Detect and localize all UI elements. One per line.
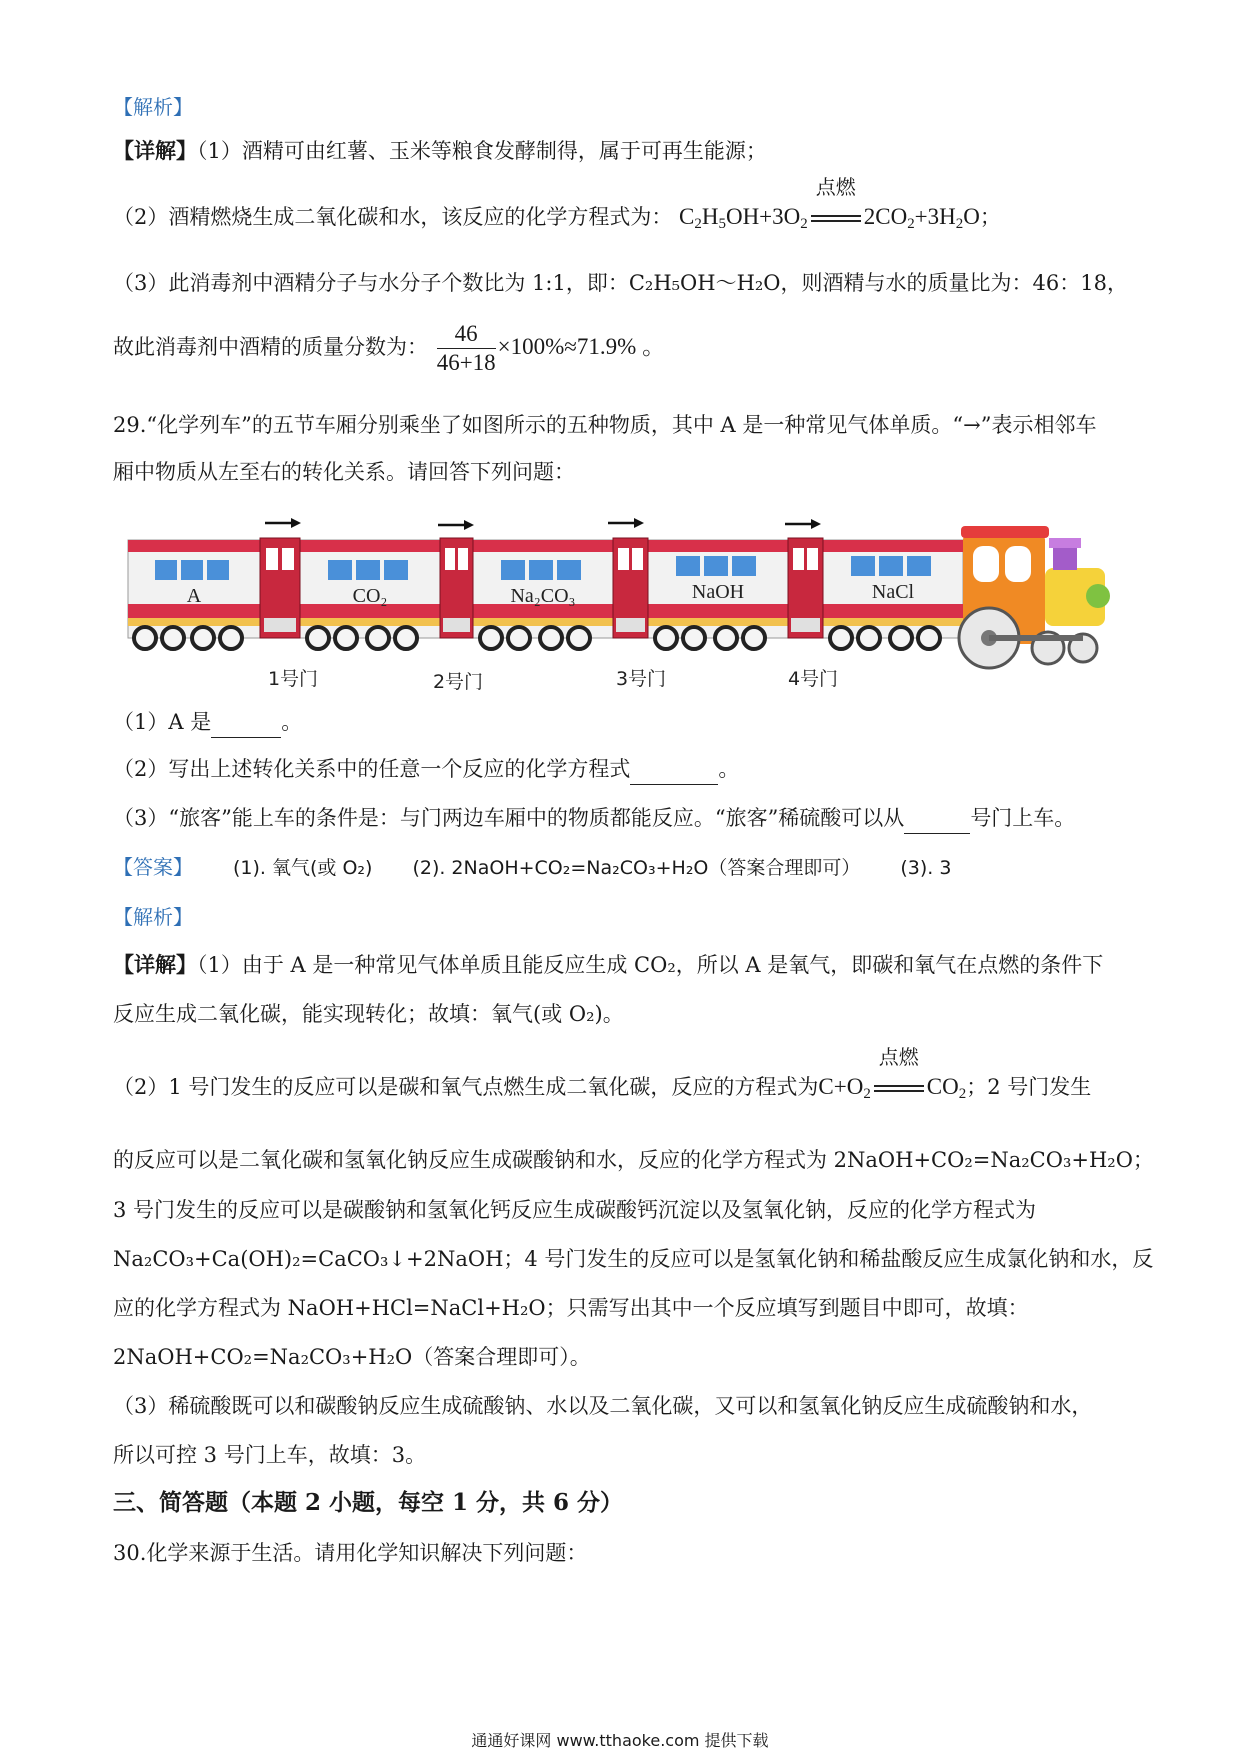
q29-line-1: 29.“化学列车”的五节车厢分别乘坐了如图所示的五种物质，其中 A 是一种常见气体单质。“→”表示相邻车 [113,413,1097,437]
door-label-1: 1号门 [267,668,319,690]
door-label-3: 3号门 [615,668,667,690]
detail2-equation: （2）1 号门发生的反应可以是碳和氧气点燃生成二氧化碳，反应的方程式为$C+O_2$ 点燃 $CO_2$；2 号门发生 [113,1072,1091,1109]
door-4 [788,538,823,638]
car-label-4: NaOH [691,581,745,603]
q29-answer: 【答案】 (1). 氧气(或 O₂) (2). 2NaOH+CO₂=Na₂CO₃+H₂O（答案合理即可） (3). 3 [113,855,952,879]
detail2-line-3: 的反应可以是二氧化碳和氢氧化钠反应生成碳酸钠和水，反应的化学方程式为 2NaOH+CO₂=Na₂CO₃+H₂O； [113,1148,1154,1172]
section-title: 三、简答题（本题 2 小题，每空 1 分，共 6 分） [113,1489,624,1516]
door-label-4: 4号门 [787,668,839,690]
detail2-line-4: 3 号门发生的反应可以是碳酸钠和氢氧化钙反应生成碳酸钙沉淀以及氢氧化钠，反应的化学方程式为 [113,1198,1037,1222]
detail2-line-5: Na₂CO₃+Ca(OH)₂=CaCO₃↓+2NaOH；4 号门发生的反应可以是氢氧化钠和稀盐酸反应生成氯化钠和水，反 [113,1247,1154,1271]
door-3 [613,538,648,638]
locomotive-icon [959,526,1110,668]
arrow-icon-1 [265,518,301,528]
door-label-2: 2号门 [432,671,484,693]
q29-sub-2: （2）写出上述转化关系中的任意一个反应的化学方程式 。 [113,754,739,785]
arrow-icon-2 [438,520,474,530]
car-label-1: A [186,585,202,607]
condition-label: 点燃 [815,175,856,199]
detail2-line-2: 反应生成二氧化碳，能实现转化；故填：氧气(或 O₂)。 [113,1002,624,1026]
q30-line: 30.化学来源于生活。请用化学知识解决下列问题： [113,1541,588,1565]
equation-line-1: （2）酒精燃烧生成二氧化碳和水，该反应的化学方程式为： $C_2H_5OH+3O_2$ 点燃 $2CO_2+3H_2O$； [113,202,1001,239]
door-1 [260,538,300,638]
detail-paragraph-3: （3）此消毒剂中酒精分子与水分子个数比为 1:1，即：C₂H₅OH～H₂O，则酒精与水的质量比为：46：18， [113,271,1128,295]
chemistry-train-figure [123,508,1123,693]
analysis-tag-2: 【解析】 [113,905,193,929]
condition-label-2: 点燃 [878,1045,919,1069]
car-label-3: Na₂CO₃ [510,585,576,607]
fraction-line: 故此消毒剂中酒精的质量分数为： $\frac{46}{46+18}$ ×100%≈71.9% 。 [113,321,666,375]
fraction: $\frac{46}{46+18}$ [436,321,496,375]
q29-sub-3: （3）“旅客”能上车的条件是：与门两边车厢中的物质都能反应。“旅客”稀硫酸可以从 号门上车。 [113,803,1075,834]
detail-paragraph-1: 【详解】（1）酒精可由红薯、玉米等粮食发酵制得，属于可再生能源； [113,138,767,163]
detail2-line-9: 所以可控 3 号门上车，故填：3。 [113,1443,427,1467]
page-footer: 通通好课网 www.tthaoke.com 提供下载 [471,1731,769,1750]
arrow-icon-4 [785,519,821,529]
door-2 [440,538,473,638]
arrow-icon-3 [608,518,644,528]
q29-line-2: 厢中物质从左至右的转化关系。请回答下列问题： [113,460,575,484]
car-label-2: CO₂ [352,585,388,607]
detail2-line-6: 应的化学方程式为 NaOH+HCl=NaCl+H₂O；只需写出其中一个反应填写到题目中即可，故填： [113,1296,1029,1320]
detail2-line-1: 【详解】（1）由于 A 是一种常见气体单质且能反应生成 CO₂，所以 A 是氧气，即碳和氧气在点燃的条件下 [113,952,1104,977]
car-label-5: NaCl [871,581,915,603]
q29-sub-1: （1）A 是 。 [113,707,302,738]
detail2-line-7: 2NaOH+CO₂=Na₂CO₃+H₂O（答案合理即可）。 [113,1345,591,1369]
analysis-tag: 【解析】 [113,95,193,119]
detail2-line-8: （3）稀硫酸既可以和碳酸钠反应生成硫酸钠、水以及二氧化碳，又可以和氢氧化钠反应生成硫酸钠和水， [113,1394,1093,1418]
